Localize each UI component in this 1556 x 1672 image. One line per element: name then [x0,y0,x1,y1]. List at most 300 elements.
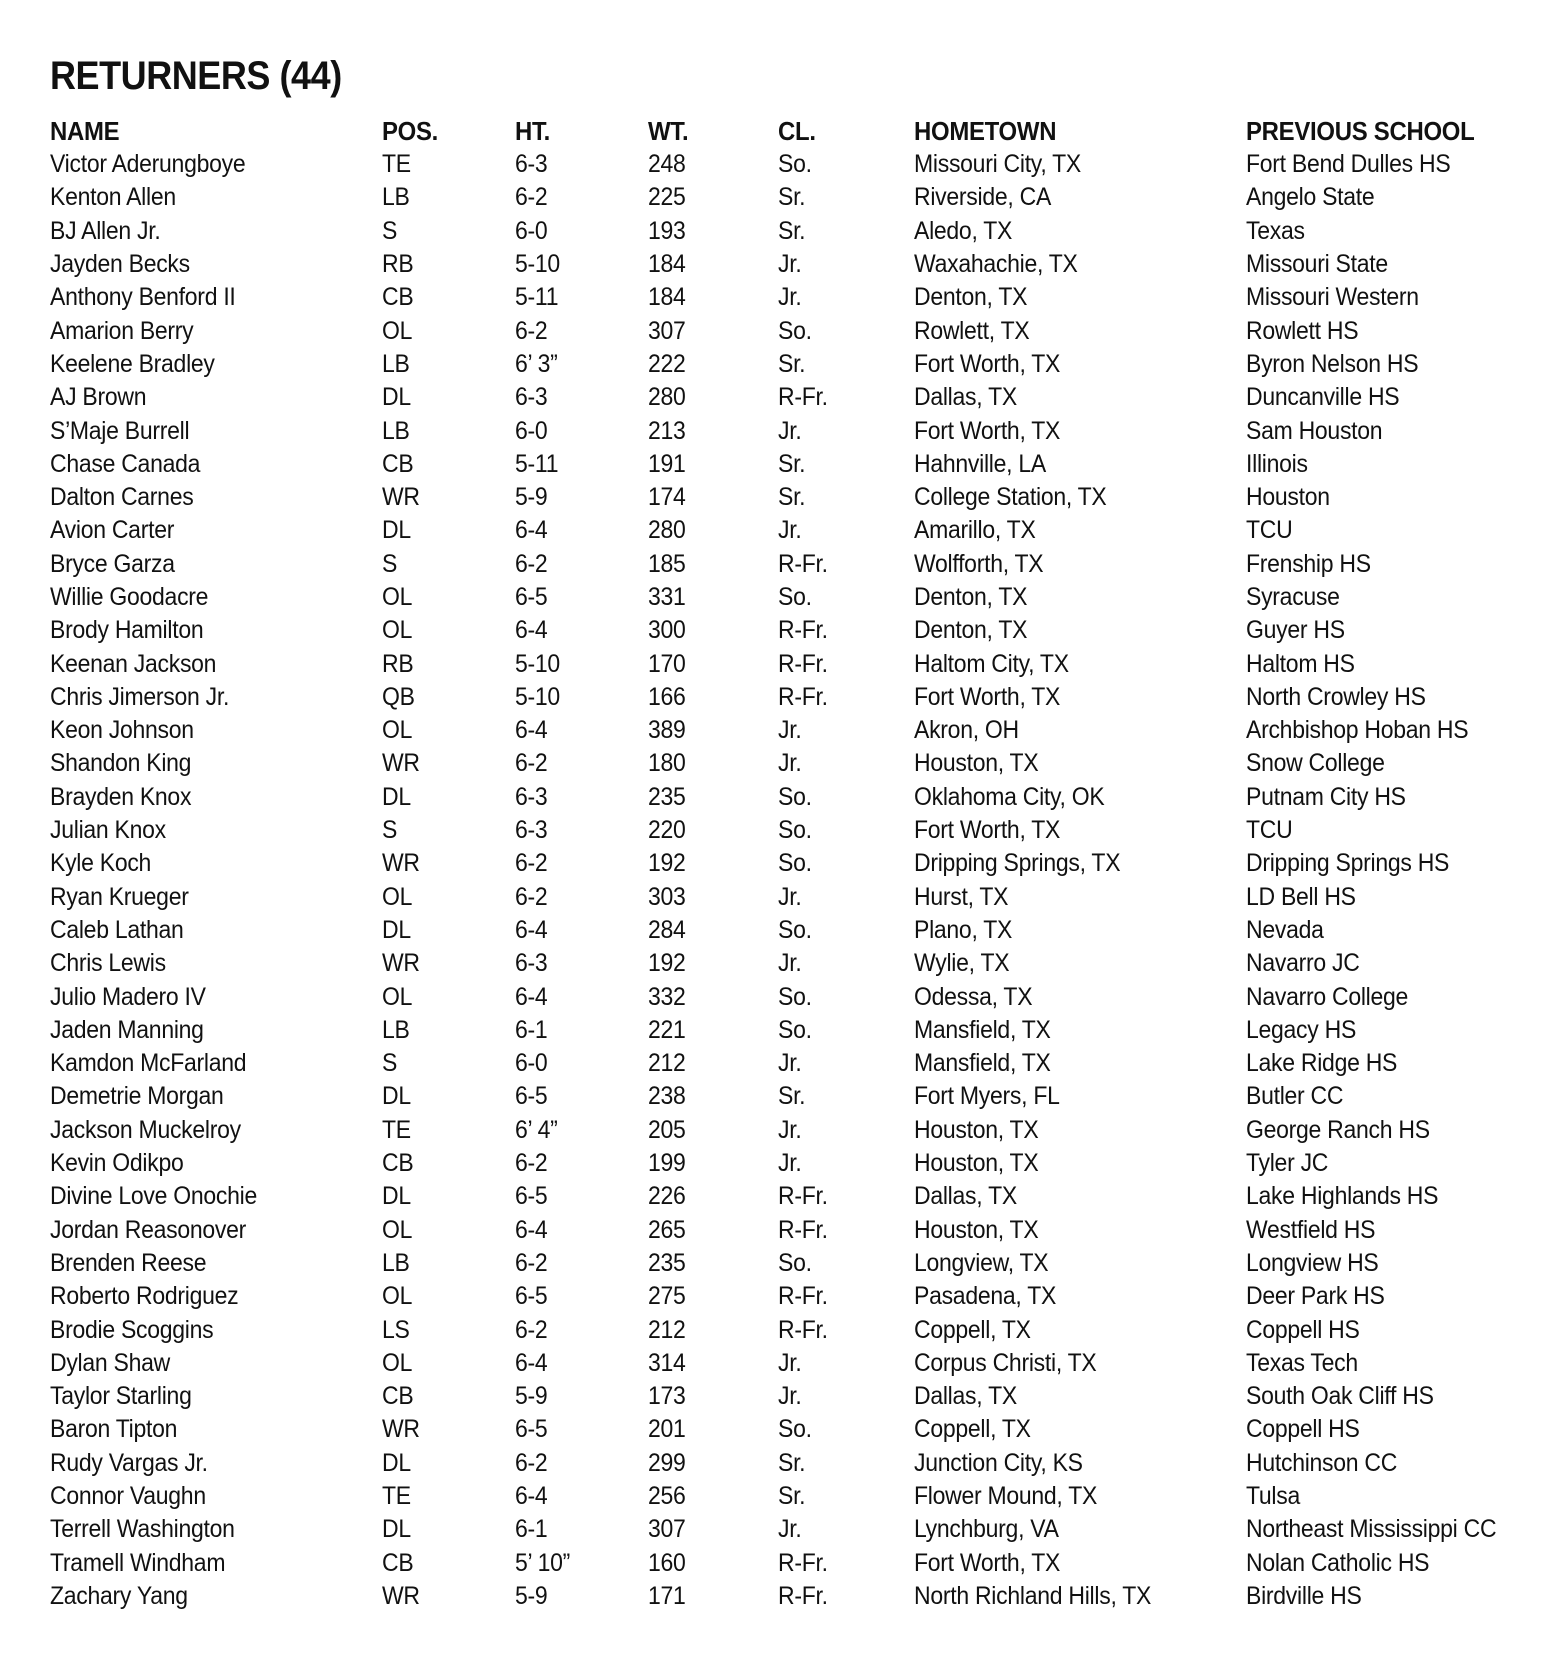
cell-weight: 280 [648,383,686,412]
cell-weight: 184 [648,283,686,312]
cell-previous-school: Lake Highlands HS [1246,1182,1439,1211]
cell-weight: 284 [648,915,686,944]
cell-class: Jr. [778,716,802,745]
cell-previous-school: Duncanville HS [1246,383,1400,412]
column-header-previous-school: PREVIOUS SCHOOL [1246,116,1475,146]
cell-height: 6-4 [515,716,548,745]
cell-previous-school: Longview HS [1246,1248,1379,1277]
column-header-position: POS. [382,116,439,146]
cell-previous-school: Butler CC [1246,1082,1344,1111]
cell-hometown: Fort Myers, FL [914,1082,1060,1111]
cell-hometown: Longview, TX [914,1248,1049,1277]
cell-name: Baron Tipton [50,1415,178,1444]
cell-weight: 299 [648,1448,686,1477]
cell-class: Jr. [778,882,802,911]
cell-previous-school: Westfield HS [1246,1215,1376,1244]
cell-hometown: Rowlett, TX [914,316,1030,345]
cell-class: So. [778,1415,812,1444]
cell-class: R-Fr. [778,1315,828,1344]
cell-hometown: Houston, TX [914,1215,1039,1244]
table-row [50,1513,1530,1546]
cell-class: R-Fr. [778,1215,828,1244]
cell-weight: 280 [648,516,686,545]
table-row [50,781,1530,814]
cell-position: S [382,216,398,245]
cell-class: R-Fr. [778,549,828,578]
cell-name: Willie Goodacre [50,583,209,611]
table-header [50,114,1530,148]
cell-height: 6-2 [515,1149,548,1178]
cell-weight: 235 [648,782,686,811]
cell-hometown: Oklahoma City, OK [914,782,1105,811]
table-row [50,314,1530,347]
table-row [50,1180,1530,1213]
cell-position: OL [382,716,413,745]
cell-previous-school: Nolan Catholic HS [1246,1548,1430,1577]
cell-class: Jr. [778,1115,802,1144]
cell-height: 5-9 [515,1581,548,1610]
cell-hometown: Hurst, TX [914,882,1009,911]
table-row [50,414,1530,447]
cell-position: DL [382,1515,411,1544]
table-row [50,1014,1530,1047]
table-row [50,1047,1530,1080]
cell-weight: 199 [648,1149,686,1178]
cell-name: Roberto Rodriguez [50,1282,239,1311]
cell-position: LB [382,416,410,445]
cell-hometown: Pasadena, TX [914,1282,1057,1311]
cell-name: Divine Love Onochie [50,1182,257,1211]
cell-name: AJ Brown [50,383,147,412]
table-row [50,548,1530,581]
cell-name: Bryce Garza [50,549,175,578]
roster-table [50,114,1530,1613]
roster-page [50,52,1530,1613]
cell-hometown: Flower Mound, TX [914,1482,1098,1511]
cell-hometown: Missouri City, TX [914,150,1081,179]
cell-height: 5-9 [515,1382,548,1411]
cell-hometown: Mansfield, TX [914,1049,1051,1078]
cell-height: 6-0 [515,1049,548,1078]
cell-position: LB [382,1015,410,1044]
cell-height: 6-4 [515,1215,548,1244]
cell-weight: 331 [648,583,686,611]
cell-name: Anthony Benford II [50,283,236,312]
cell-previous-school: Coppell HS [1246,1415,1360,1444]
cell-class: R-Fr. [778,1282,828,1311]
cell-class: Jr. [778,749,802,778]
cell-height: 6-5 [515,1282,548,1311]
cell-weight: 171 [648,1581,686,1610]
table-row [50,1480,1530,1513]
cell-previous-school: TCU [1246,816,1293,845]
cell-class: So. [778,583,812,611]
cell-weight: 238 [648,1082,686,1111]
cell-position: OL [382,583,413,611]
cell-previous-school: Archbishop Hoban HS [1246,716,1469,745]
table-row [50,1280,1530,1313]
cell-previous-school: Houston [1246,483,1330,512]
cell-position: DL [382,516,411,545]
table-row [50,881,1530,914]
cell-previous-school: Missouri Western [1246,283,1419,312]
cell-position: CB [382,1548,414,1577]
cell-position: CB [382,449,414,478]
cell-weight: 180 [648,749,686,778]
cell-hometown: Dallas, TX [914,1382,1017,1411]
cell-weight: 185 [648,549,686,578]
cell-name: Chris Lewis [50,949,166,978]
cell-hometown: Fort Worth, TX [914,1548,1061,1577]
cell-name: Brenden Reese [50,1248,207,1277]
cell-hometown: Fort Worth, TX [914,682,1061,711]
cell-class: So. [778,782,812,811]
table-row [50,947,1530,980]
cell-previous-school: Texas [1246,216,1305,245]
table-row [50,514,1530,547]
cell-weight: 212 [648,1049,686,1078]
cell-position: DL [382,1082,411,1111]
cell-class: Sr. [778,449,806,478]
cell-previous-school: Tyler JC [1246,1149,1329,1178]
cell-position: OL [382,1215,413,1244]
cell-previous-school: Deer Park HS [1246,1282,1385,1311]
table-row [50,1546,1530,1579]
cell-position: OL [382,616,413,645]
cell-height: 6-5 [515,1182,548,1211]
cell-position: OL [382,1282,413,1311]
cell-hometown: Akron, OH [914,716,1019,745]
cell-name: Avion Carter [50,516,175,545]
cell-class: Jr. [778,1348,802,1377]
table-row [50,814,1530,847]
cell-position: WR [382,1581,420,1610]
cell-weight: 213 [648,416,686,445]
cell-height: 6-3 [515,782,548,811]
page-title: RETURNERS (44) [50,54,342,98]
cell-hometown: Hahnville, LA [914,449,1046,478]
cell-height: 5-10 [515,682,560,711]
cell-class: R-Fr. [778,1581,828,1610]
cell-position: DL [382,915,411,944]
table-row [50,914,1530,947]
cell-height: 6-2 [515,882,548,911]
cell-previous-school: Lake Ridge HS [1246,1049,1398,1078]
cell-class: R-Fr. [778,682,828,711]
cell-previous-school: Syracuse [1246,583,1340,611]
cell-hometown: College Station, TX [914,483,1107,512]
cell-hometown: North Richland Hills, TX [914,1581,1152,1610]
cell-name: Terrell Washington [50,1515,235,1544]
cell-position: DL [382,383,411,412]
cell-hometown: Houston, TX [914,1115,1039,1144]
table-row [50,148,1530,181]
cell-hometown: Lynchburg, VA [914,1515,1059,1544]
cell-position: WR [382,483,420,512]
cell-weight: 307 [648,316,686,345]
cell-class: Jr. [778,250,802,279]
cell-position: LB [382,349,410,378]
cell-height: 6-4 [515,1482,548,1511]
cell-height: 5-10 [515,250,560,279]
cell-weight: 314 [648,1348,686,1377]
column-header-name: NAME [50,116,120,146]
table-row [50,714,1530,747]
cell-height: 6-0 [515,216,548,245]
cell-name: Demetrie Morgan [50,1082,224,1111]
cell-weight: 307 [648,1515,686,1544]
table-row [50,481,1530,514]
cell-position: LS [382,1315,410,1344]
table-row [50,1247,1530,1280]
cell-name: Rudy Vargas Jr. [50,1448,208,1477]
cell-height: 6-2 [515,1315,548,1344]
cell-position: WR [382,749,420,778]
cell-weight: 193 [648,216,686,245]
column-header-hometown: HOMETOWN [914,116,1057,146]
cell-weight: 192 [648,949,686,978]
cell-weight: 205 [648,1115,686,1144]
table-row [50,1114,1530,1147]
cell-class: R-Fr. [778,649,828,678]
cell-previous-school: TCU [1246,516,1293,545]
cell-height: 5-11 [515,449,559,478]
cell-previous-school: Northeast Mississippi CC [1246,1515,1497,1544]
cell-name: Kyle Koch [50,849,152,878]
cell-previous-school: Missouri State [1246,250,1388,279]
cell-previous-school: Nevada [1246,915,1324,944]
cell-height: 5-11 [515,283,559,312]
column-header-weight: WT. [648,116,689,146]
cell-hometown: Houston, TX [914,1149,1039,1178]
cell-class: Sr. [778,183,806,212]
cell-class: Jr. [778,1515,802,1544]
cell-height: 6-2 [515,1248,548,1277]
cell-height: 6-2 [515,849,548,878]
cell-class: Sr. [778,483,806,512]
cell-class: Jr. [778,1049,802,1078]
cell-class: So. [778,982,812,1011]
table-row [50,1580,1530,1613]
cell-hometown: Haltom City, TX [914,649,1069,678]
cell-class: R-Fr. [778,383,828,412]
cell-previous-school: Dripping Springs HS [1246,849,1450,878]
header-row [50,114,1530,148]
cell-hometown: Dripping Springs, TX [914,849,1121,878]
cell-previous-school: Birdville HS [1246,1581,1362,1610]
cell-hometown: Fort Worth, TX [914,816,1061,845]
cell-previous-school: Putnam City HS [1246,782,1406,811]
column-header-height: HT. [515,116,551,146]
table-row [50,647,1530,680]
cell-class: So. [778,150,812,179]
cell-name: Dalton Carnes [50,483,194,512]
cell-class: So. [778,915,812,944]
cell-position: S [382,549,398,578]
cell-position: WR [382,1415,420,1444]
cell-hometown: Fort Worth, TX [914,349,1061,378]
cell-height: 6-2 [515,549,548,578]
table-row [50,581,1530,614]
cell-name: Victor Aderungboye [50,150,246,179]
cell-class: Sr. [778,1482,806,1511]
cell-previous-school: Legacy HS [1246,1015,1357,1044]
cell-position: CB [382,1149,414,1178]
cell-name: Brodie Scoggins [50,1315,214,1344]
cell-weight: 275 [648,1282,686,1311]
cell-class: Jr. [778,1149,802,1178]
table-row [50,448,1530,481]
cell-class: Sr. [778,216,806,245]
cell-weight: 173 [648,1382,686,1411]
table-row [50,847,1530,880]
cell-position: LB [382,183,410,212]
cell-weight: 212 [648,1315,686,1344]
cell-height: 6-2 [515,183,548,212]
table-row [50,1080,1530,1113]
cell-weight: 222 [648,349,686,378]
cell-previous-school: LD Bell HS [1246,882,1356,911]
cell-weight: 160 [648,1548,686,1577]
cell-position: TE [382,1115,411,1144]
cell-weight: 221 [648,1015,686,1044]
table-row [50,1347,1530,1380]
cell-class: So. [778,816,812,845]
cell-previous-school: Texas Tech [1246,1348,1358,1377]
cell-previous-school: South Oak Cliff HS [1246,1382,1434,1411]
cell-previous-school: Byron Nelson HS [1246,349,1419,378]
cell-weight: 220 [648,816,686,845]
cell-height: 6-2 [515,1448,548,1477]
cell-weight: 303 [648,882,686,911]
cell-height: 6’ 3” [515,349,558,378]
cell-name: Jayden Becks [50,250,190,279]
cell-height: 6-5 [515,583,548,611]
cell-weight: 192 [648,849,686,878]
table-row [50,281,1530,314]
cell-height: 6-3 [515,949,548,978]
cell-position: TE [382,1482,411,1511]
cell-height: 6-1 [515,1515,548,1544]
cell-name: Jaden Manning [50,1015,204,1044]
cell-previous-school: Fort Bend Dulles HS [1246,150,1451,179]
cell-name: Ryan Krueger [50,882,189,911]
cell-position: DL [382,1448,411,1477]
cell-weight: 265 [648,1215,686,1244]
cell-weight: 332 [648,982,686,1011]
table-row [50,1380,1530,1413]
cell-weight: 226 [648,1182,686,1211]
cell-previous-school: Navarro JC [1246,949,1360,978]
table-row [50,1214,1530,1247]
cell-name: Brayden Knox [50,782,192,811]
cell-name: Tramell Windham [50,1548,226,1577]
cell-hometown: Odessa, TX [914,982,1033,1011]
cell-previous-school: Sam Houston [1246,416,1383,445]
cell-name: Connor Vaughn [50,1482,206,1511]
cell-previous-school: Angelo State [1246,183,1375,212]
cell-class: R-Fr. [778,1182,828,1211]
cell-weight: 248 [648,150,686,179]
cell-class: Jr. [778,949,802,978]
cell-name: Caleb Lathan [50,915,184,944]
table-row [50,1147,1530,1180]
cell-weight: 300 [648,616,686,645]
cell-previous-school: North Crowley HS [1246,682,1426,711]
cell-name: Julio Madero IV [50,982,206,1011]
cell-name: Taylor Starling [50,1382,192,1411]
table-row [50,1413,1530,1446]
table-row [50,215,1530,248]
cell-name: Jordan Reasonover [50,1215,247,1244]
cell-class: So. [778,849,812,878]
cell-hometown: Coppell, TX [914,1315,1031,1344]
table-row [50,681,1530,714]
cell-name: Brody Hamilton [50,616,204,645]
column-header-class: CL. [778,116,816,146]
cell-height: 6’ 4” [515,1115,558,1144]
cell-class: Jr. [778,283,802,312]
cell-height: 6-4 [515,915,548,944]
cell-height: 6-5 [515,1082,548,1111]
cell-hometown: Denton, TX [914,583,1028,611]
cell-position: WR [382,949,420,978]
cell-position: RB [382,250,414,279]
cell-class: So. [778,1248,812,1277]
cell-previous-school: Navarro College [1246,982,1409,1011]
cell-name: Keelene Bradley [50,349,215,378]
cell-height: 6-4 [515,516,548,545]
cell-previous-school: Hutchinson CC [1246,1448,1398,1477]
cell-height: 6-4 [515,982,548,1011]
cell-class: Jr. [778,416,802,445]
cell-height: 6-3 [515,816,548,845]
cell-height: 6-4 [515,1348,548,1377]
cell-height: 6-2 [515,316,548,345]
cell-class: R-Fr. [778,1548,828,1577]
cell-position: QB [382,682,415,711]
cell-position: LB [382,1248,410,1277]
cell-height: 6-2 [515,749,548,778]
cell-class: So. [778,1015,812,1044]
table-row [50,348,1530,381]
cell-position: OL [382,982,413,1011]
cell-name: Jackson Muckelroy [50,1115,241,1144]
cell-hometown: Junction City, KS [914,1448,1083,1477]
cell-name: Keon Johnson [50,716,194,745]
cell-weight: 389 [648,716,686,745]
cell-name: Kamdon McFarland [50,1049,247,1078]
cell-weight: 174 [648,483,686,512]
cell-hometown: Dallas, TX [914,1182,1017,1211]
cell-previous-school: Guyer HS [1246,616,1345,645]
cell-position: CB [382,283,414,312]
cell-height: 5’ 10” [515,1548,571,1577]
cell-hometown: Amarillo, TX [914,516,1036,545]
cell-previous-school: Haltom HS [1246,649,1355,678]
table-row [50,1447,1530,1480]
cell-name: Dylan Shaw [50,1348,170,1377]
cell-hometown: Riverside, CA [914,183,1052,212]
cell-weight: 201 [648,1415,686,1444]
cell-hometown: Waxahachie, TX [914,250,1078,279]
table-row [50,1313,1530,1346]
cell-position: DL [382,782,411,811]
cell-position: OL [382,882,413,911]
cell-height: 5-10 [515,649,560,678]
table-row [50,980,1530,1013]
cell-name: Chris Jimerson Jr. [50,682,230,711]
